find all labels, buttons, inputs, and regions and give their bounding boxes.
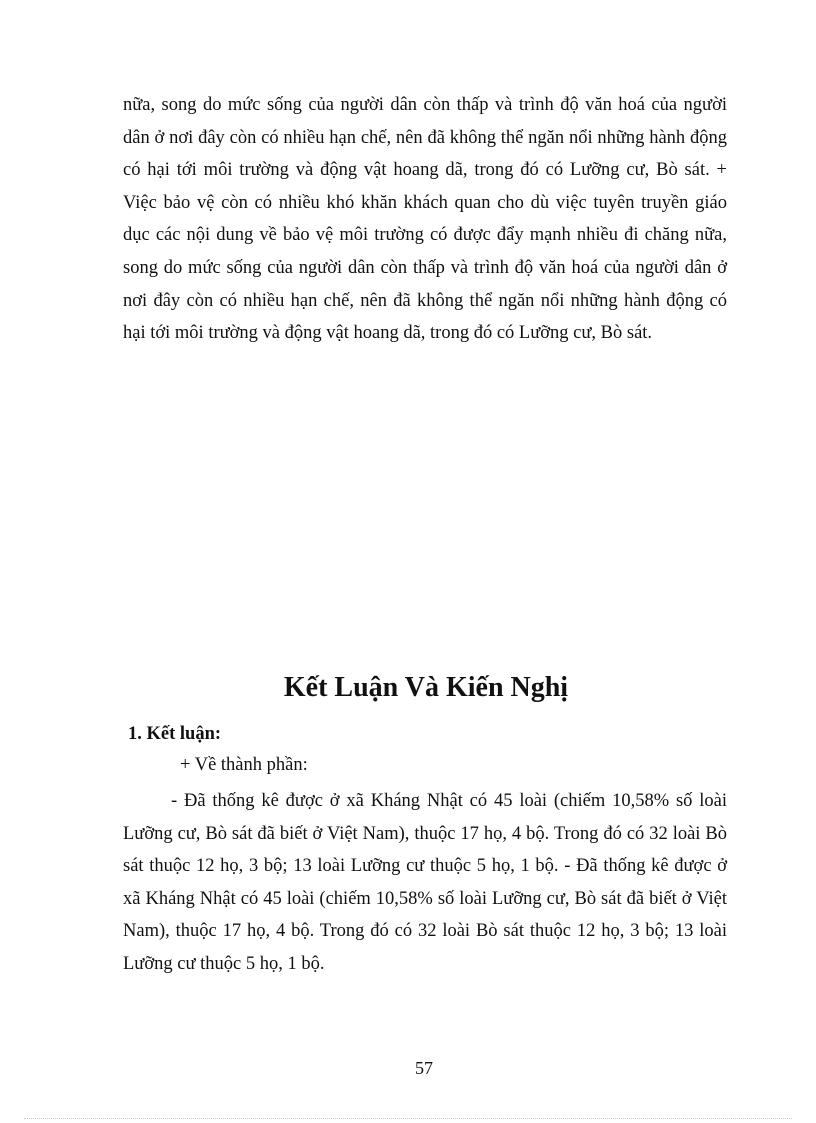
page-number: 57: [415, 1058, 433, 1078]
footer-divider: [24, 1118, 792, 1119]
bullet-heading: + Về thành phần:: [180, 755, 308, 775]
top-paragraph: nữa, song do mức sống của người dân còn thấp và trình độ văn hoá của người dân ở nơi đây còn có nhiều hạn chế, nên đã không thể ngăn nổi những hành động có hại tới môi trường và động vật hoang dã, trong đó có Lưỡng cư, Bò sát. + Việc bảo vệ còn có nhiều khó khăn khách quan cho dù việc tuyên truyền giáo dục các nội dung về bảo vệ môi trường có được đẩy mạnh nhiều đi chăng nữa, song do mức sống của người dân còn thấp và trình độ văn hoá của người dân ở nơi đây còn có nhiều hạn chế, nên đã không thể ngăn nổi những hành động có hại tới môi trường và động vật hoang dã, trong đó có Lưỡng cư, Bò sát.: [123, 95, 727, 344]
bottom-paragraph: - Đã thống kê được ở xã Kháng Nhật có 45 loài (chiếm 10,58% số loài Lưỡng cư, Bò sát đã biết ở Việt Nam), thuộc 17 họ, 4 bộ. Trong đó có 32 loài Bò sát thuộc 12 họ, 3 bộ; 13 loài Lưỡng cư thuộc 5 họ, 1 bộ. - Đã thống kê được ở xã Kháng Nhật có 45 loài (chiếm 10,58% số loài Lưỡng cư, Bò sát đã biết ở Việt Nam), thuộc 17 họ, 4 bộ. Trong đó có 32 loài Bò sát thuộc 12 họ, 3 bộ; 13 loài Lưỡng cư thuộc 5 họ, 1 bộ.: [123, 791, 727, 974]
section-title: Kết Luận Và Kiến Nghị: [283, 672, 569, 703]
subsection-title: 1. Kết luận:: [128, 724, 222, 744]
